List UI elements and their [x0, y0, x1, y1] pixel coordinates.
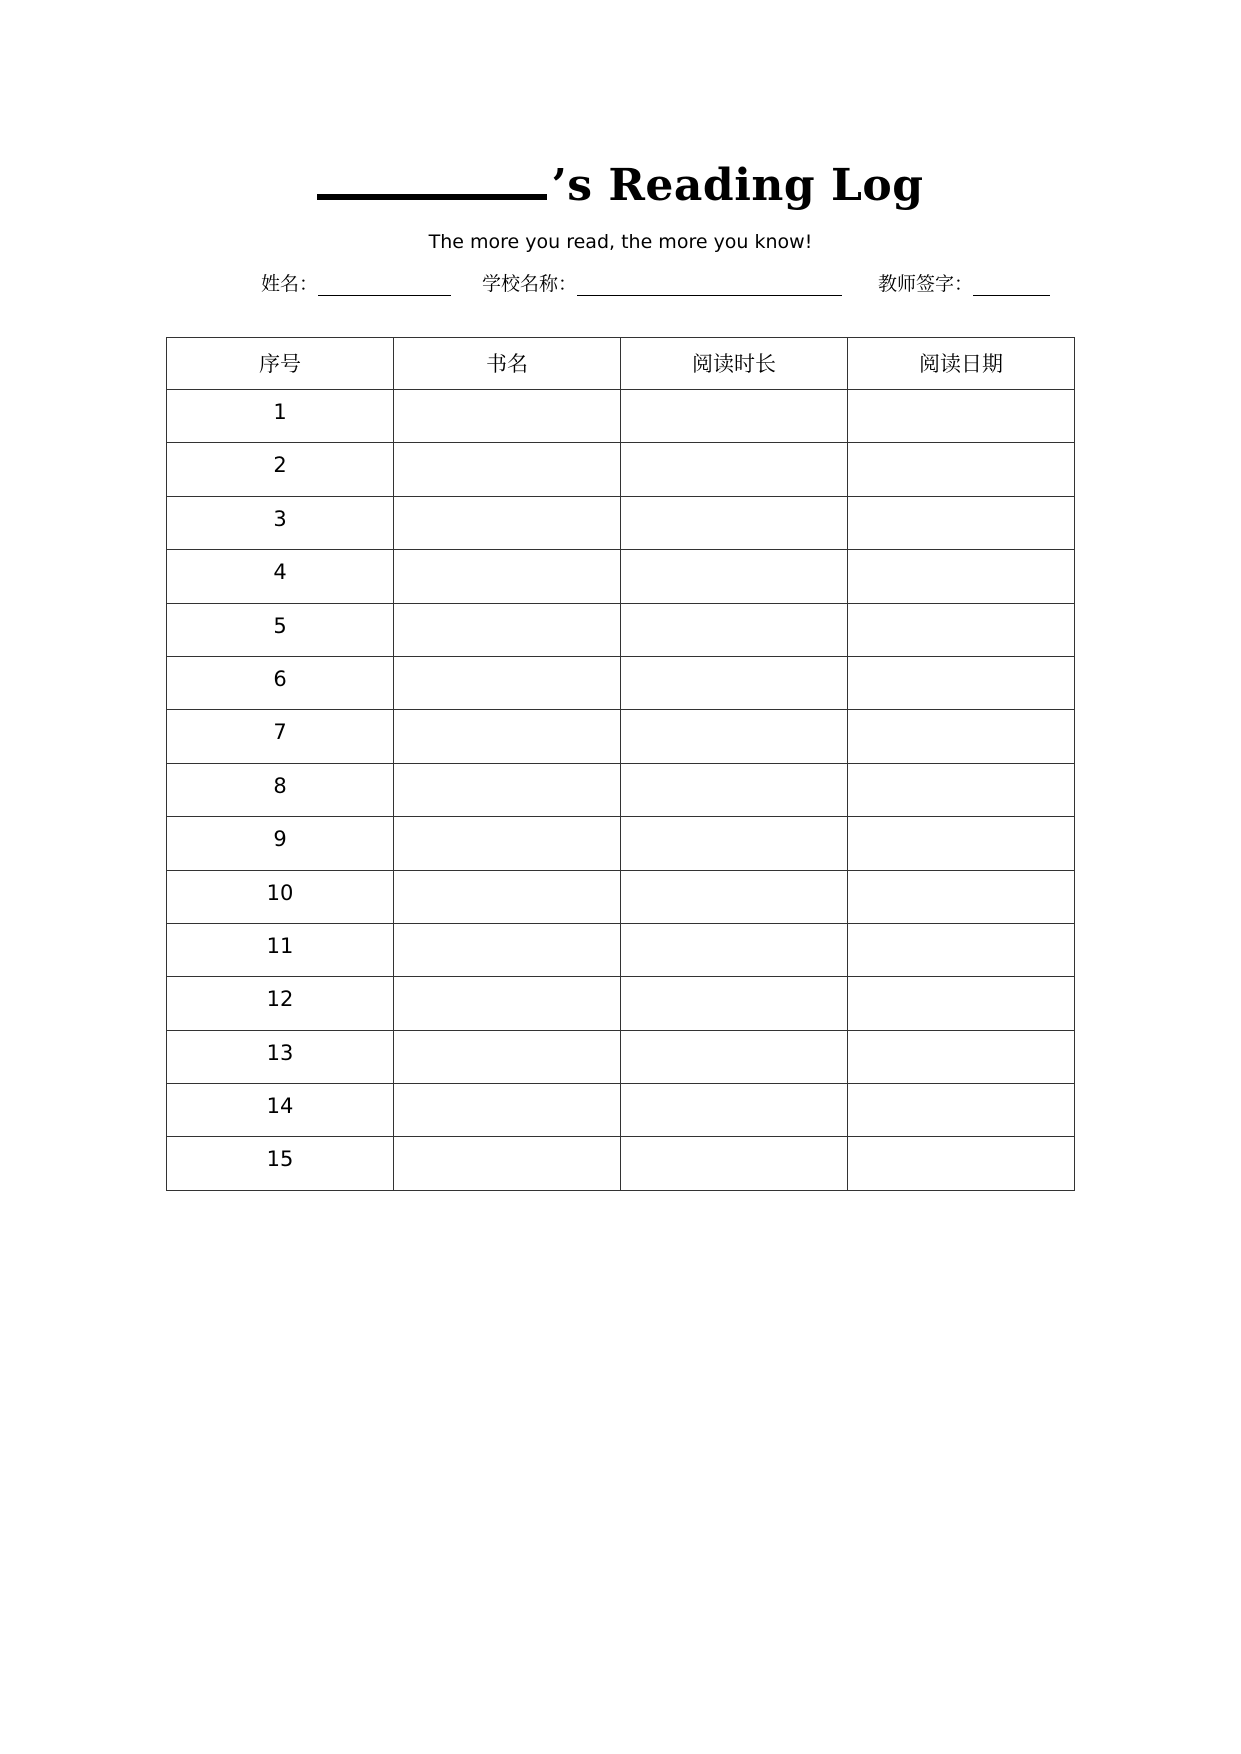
book-title-cell[interactable] — [394, 1084, 621, 1137]
reading-date-cell[interactable] — [848, 550, 1075, 603]
book-title-cell[interactable] — [394, 443, 621, 496]
row-number-cell: 7 — [167, 710, 394, 763]
book-title-cell[interactable] — [394, 923, 621, 976]
row-number-cell: 4 — [167, 550, 394, 603]
table-row — [167, 870, 1075, 923]
table-row — [167, 1084, 1075, 1137]
title-row — [0, 160, 1241, 211]
table-row — [167, 763, 1075, 816]
book-title-cell[interactable] — [394, 656, 621, 709]
column-header-reading-duration: 阅读时长 — [621, 338, 848, 390]
reading-date-cell[interactable] — [848, 817, 1075, 870]
reading-duration-cell[interactable] — [621, 443, 848, 496]
row-number-cell: 15 — [167, 1137, 394, 1190]
row-number-cell: 11 — [167, 923, 394, 976]
row-number-cell: 10 — [167, 870, 394, 923]
name-input-line[interactable] — [318, 273, 451, 296]
reading-date-cell[interactable] — [848, 1030, 1075, 1083]
row-number-cell: 8 — [167, 763, 394, 816]
reading-date-cell[interactable] — [848, 603, 1075, 656]
name-label: 姓名： — [261, 273, 319, 295]
school-input-line[interactable] — [577, 273, 842, 296]
book-title-cell[interactable] — [394, 710, 621, 763]
row-number-cell: 12 — [167, 977, 394, 1030]
name-field — [261, 269, 451, 296]
reading-duration-cell[interactable] — [621, 870, 848, 923]
row-number-cell: 6 — [167, 656, 394, 709]
reading-duration-cell[interactable] — [621, 710, 848, 763]
column-header-book-title: 书名 — [394, 338, 621, 390]
reading-duration-cell[interactable] — [621, 977, 848, 1030]
row-number-cell: 5 — [167, 603, 394, 656]
name-blank-line[interactable] — [317, 194, 547, 200]
subtitle: The more you read, the more you know! — [428, 231, 813, 253]
reading-duration-cell[interactable] — [621, 1084, 848, 1137]
table-header-row — [167, 338, 1075, 390]
book-title-cell[interactable] — [394, 496, 621, 549]
table-row — [167, 550, 1075, 603]
book-title-cell[interactable] — [394, 870, 621, 923]
school-label: 学校名称： — [482, 273, 578, 295]
table-row — [167, 603, 1075, 656]
book-title-cell[interactable] — [394, 977, 621, 1030]
table-row — [167, 977, 1075, 1030]
row-number-cell: 1 — [167, 390, 394, 443]
reading-date-cell[interactable] — [848, 390, 1075, 443]
row-number-cell: 13 — [167, 1030, 394, 1083]
column-header-reading-date: 阅读日期 — [848, 338, 1075, 390]
reading-duration-cell[interactable] — [621, 656, 848, 709]
table-row — [167, 710, 1075, 763]
book-title-cell[interactable] — [394, 550, 621, 603]
reading-duration-cell[interactable] — [621, 603, 848, 656]
column-header-number: 序号 — [167, 338, 394, 390]
reading-duration-cell[interactable] — [621, 763, 848, 816]
book-title-cell[interactable] — [394, 390, 621, 443]
reading-duration-cell[interactable] — [621, 1137, 848, 1190]
teacher-signature-input-line[interactable] — [973, 273, 1050, 296]
book-title-cell[interactable] — [394, 817, 621, 870]
table-row — [167, 443, 1075, 496]
reading-date-cell[interactable] — [848, 923, 1075, 976]
reading-date-cell[interactable] — [848, 496, 1075, 549]
row-number-cell: 9 — [167, 817, 394, 870]
reading-duration-cell[interactable] — [621, 496, 848, 549]
page-title: ’s Reading Log — [551, 160, 924, 211]
reading-duration-cell[interactable] — [621, 923, 848, 976]
reading-date-cell[interactable] — [848, 656, 1075, 709]
reading-duration-cell[interactable] — [621, 817, 848, 870]
book-title-cell[interactable] — [394, 1137, 621, 1190]
teacher-signature-field — [878, 269, 1050, 296]
reading-date-cell[interactable] — [848, 870, 1075, 923]
school-field — [482, 269, 842, 296]
table-row — [167, 1030, 1075, 1083]
table-row — [167, 923, 1075, 976]
table-body — [167, 390, 1075, 1191]
reading-duration-cell[interactable] — [621, 550, 848, 603]
reading-date-cell[interactable] — [848, 710, 1075, 763]
book-title-cell[interactable] — [394, 603, 621, 656]
reading-date-cell[interactable] — [848, 1137, 1075, 1190]
reading-duration-cell[interactable] — [621, 390, 848, 443]
table-row — [167, 817, 1075, 870]
reading-date-cell[interactable] — [848, 763, 1075, 816]
row-number-cell: 14 — [167, 1084, 394, 1137]
reading-log-table — [166, 337, 1075, 1191]
reading-date-cell[interactable] — [848, 1084, 1075, 1137]
table-row — [167, 390, 1075, 443]
table-row — [167, 496, 1075, 549]
row-number-cell: 2 — [167, 443, 394, 496]
table-row — [167, 1137, 1075, 1190]
reading-date-cell[interactable] — [848, 443, 1075, 496]
reading-duration-cell[interactable] — [621, 1030, 848, 1083]
reading-date-cell[interactable] — [848, 977, 1075, 1030]
book-title-cell[interactable] — [394, 763, 621, 816]
table-row — [167, 656, 1075, 709]
row-number-cell: 3 — [167, 496, 394, 549]
book-title-cell[interactable] — [394, 1030, 621, 1083]
teacher-signature-label: 教师签字： — [878, 273, 974, 295]
